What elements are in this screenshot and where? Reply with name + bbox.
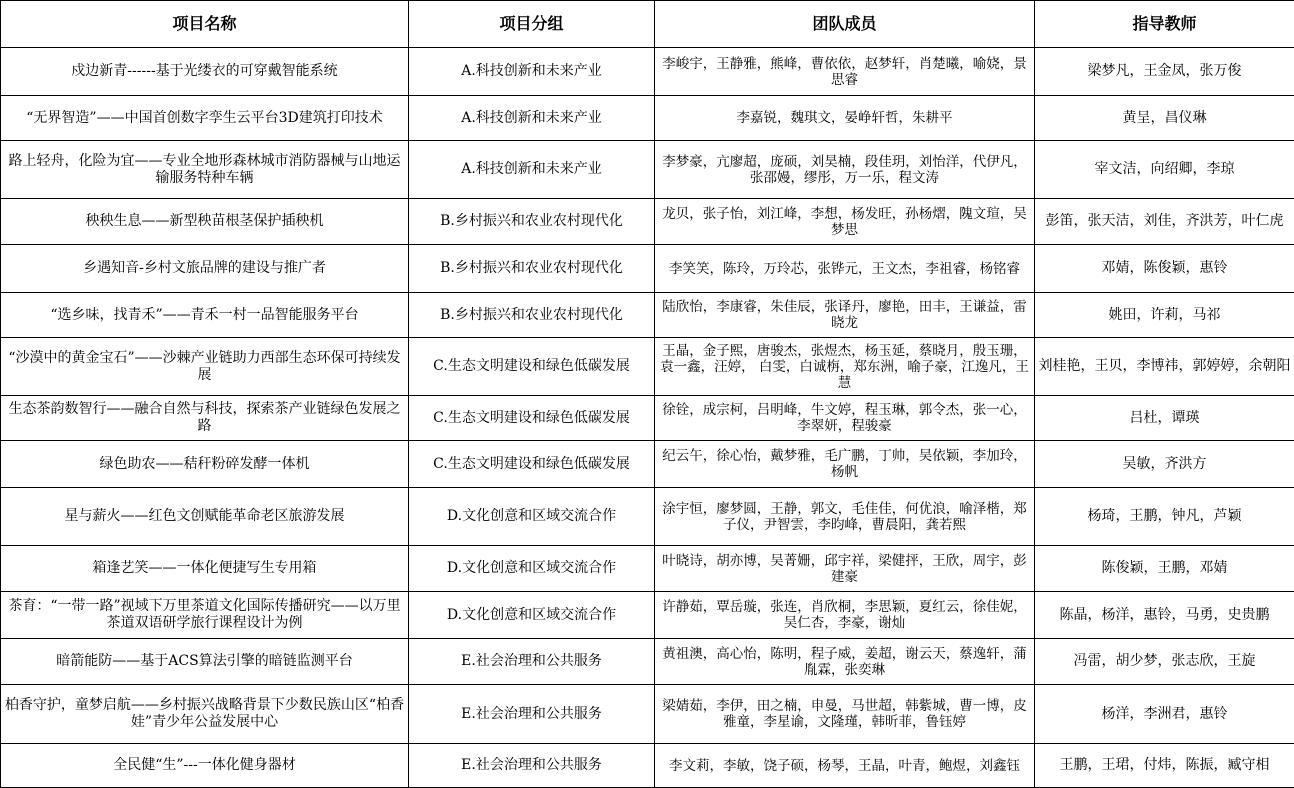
advisors-cell: 吕杜，谭瑛 <box>1035 396 1294 441</box>
project-group-cell: D.文化创意和区域交流合作 <box>409 546 655 592</box>
project-name-cell: 暗箭能防——基于ACS算法引擎的暗链监测平台 <box>1 639 409 685</box>
header-row <box>1 1 1294 48</box>
team-members-cell: 纪云午，徐心怡，戴梦雅，毛广鹏，丁帅，吴依颖，李加玲，杨帆 <box>655 441 1035 488</box>
table-row <box>1 245 1294 293</box>
table-row <box>1 96 1294 141</box>
advisors-cell: 陈俊颖，王鹏，邓婧 <box>1035 546 1294 592</box>
table-row <box>1 396 1294 441</box>
project-group-cell: C.生态文明建设和绿色低碳发展 <box>409 396 655 441</box>
project-group-cell: A.科技创新和未来产业 <box>409 48 655 96</box>
advisors-cell: 黄呈，昌仪琳 <box>1035 96 1294 141</box>
project-name-cell: 柏香守护，童梦启航——乡村振兴战略背景下少数民族山区“柏香娃”青少年公益发展中心 <box>1 685 409 744</box>
team-members-cell: 许静茹，覃岳璇，张连，肖欣桐，李思颖，夏红云，徐佳妮，吴仁杏，李豪，谢灿 <box>655 592 1035 639</box>
table-row <box>1 141 1294 199</box>
project-name-cell: “沙漠中的黄金宝石”——沙棘产业链助力西部生态环保可持续发展 <box>1 338 409 396</box>
project-name-cell: “无界智造”——中国首创数字孪生云平台3D建筑打印技术 <box>1 96 409 141</box>
advisors-cell: 姚田，许莉，马祁 <box>1035 293 1294 338</box>
project-name-cell: 茶育：“一带一路”视域下万里茶道文化国际传播研究——以万里茶道双语研学旅行课程设计为例 <box>1 592 409 639</box>
table-header <box>1 1 1294 48</box>
table-row <box>1 546 1294 592</box>
project-name-cell: 绿色助农——秸秆粉碎发酵一体机 <box>1 441 409 488</box>
project-group-cell: E.社会治理和公共服务 <box>409 744 655 788</box>
table-row <box>1 744 1294 788</box>
table-body <box>1 48 1294 788</box>
team-members-cell: 徐铨，成宗柯，吕明峰，牛文婷，程玉琳，郭令杰，张一心，李翠妍，程骏豪 <box>655 396 1035 441</box>
project-group-cell: A.科技创新和未来产业 <box>409 96 655 141</box>
project-name-cell: 乡遇知音-乡村文旅品牌的建设与推广者 <box>1 245 409 293</box>
table-row <box>1 338 1294 396</box>
project-name-cell: 戍边新青------基于光缕衣的可穿戴智能系统 <box>1 48 409 96</box>
project-name-cell: 星与薪火——红色文创赋能革命老区旅游发展 <box>1 488 409 546</box>
project-group-cell: B.乡村振兴和农业农村现代化 <box>409 199 655 245</box>
table-row <box>1 441 1294 488</box>
project-group-cell: D.文化创意和区域交流合作 <box>409 488 655 546</box>
table-row <box>1 199 1294 245</box>
team-members-cell: 涂宇恒，廖梦圆，王静，郭文，毛佳佳，何优浪，喻泽楷，郑子仪，尹智雲，李昀峰，曹晨阳，龚若熙 <box>655 488 1035 546</box>
project-name-cell: “选乡味，找青禾”——青禾一村一品智能服务平台 <box>1 293 409 338</box>
advisors-cell: 吴敏，齐洪方 <box>1035 441 1294 488</box>
project-group-cell: B.乡村振兴和农业农村现代化 <box>409 293 655 338</box>
team-members-cell: 王晶，金子熙，唐骏杰，张煜杰，杨玉延，蔡晓月，殷玉珊，袁一鑫，汪婷， 白雯，白诚栴，郑东洲，喻子豪，江逸凡，王慧 <box>655 338 1035 396</box>
table-row <box>1 592 1294 639</box>
team-members-cell: 陆欣怡，李康睿，朱佳辰，张译丹，廖艳，田丰，王谦益，雷晓龙 <box>655 293 1035 338</box>
team-members-cell: 梁婧茹，李伊，田之楠，申曼，马世超，韩紫城，曹一博，皮雅童，李星谕，文隆瑾，韩昕菲，鲁钰婷 <box>655 685 1035 744</box>
project-group-cell: D.文化创意和区域交流合作 <box>409 592 655 639</box>
project-name-cell: 箱逢艺笑——一体化便捷写生专用箱 <box>1 546 409 592</box>
header-project-group: 项目分组 <box>409 1 655 48</box>
advisors-cell: 杨琦，王鹏，钟凡，芦颖 <box>1035 488 1294 546</box>
advisors-cell: 冯雷，胡少梦，张志欣，王旋 <box>1035 639 1294 685</box>
team-members-cell: 李文莉，李敏，饶子硕，杨琴，王晶，叶青，鲍煜，刘鑫钰 <box>655 744 1035 788</box>
team-members-cell: 叶晓诗，胡亦博，吴菁姗，邱宇祥，梁健抨，王欣，周宇，彭建豪 <box>655 546 1035 592</box>
table-row <box>1 639 1294 685</box>
project-name-cell: 全民健“生”---一体化健身器材 <box>1 744 409 788</box>
advisors-cell: 杨洋，李洲君，惠铃 <box>1035 685 1294 744</box>
project-group-cell: C.生态文明建设和绿色低碳发展 <box>409 441 655 488</box>
header-team-members: 团队成员 <box>655 1 1035 48</box>
table-row <box>1 488 1294 546</box>
project-group-cell: E.社会治理和公共服务 <box>409 639 655 685</box>
header-advisors: 指导教师 <box>1035 1 1294 48</box>
table-row <box>1 685 1294 744</box>
team-members-cell: 李嘉锐，魏琪文，晏峥轩哲，朱耕平 <box>655 96 1035 141</box>
team-members-cell: 黄祖澳，高心怡，陈明，程子威，姜超，谢云天，蔡逸轩，蒲胤霖，张奕琳 <box>655 639 1035 685</box>
table-row <box>1 293 1294 338</box>
team-members-cell: 李笑笑，陈玲，万玲芯，张铧元，王文杰，李祖睿，杨铭睿 <box>655 245 1035 293</box>
table-row <box>1 48 1294 96</box>
advisors-cell: 陈晶，杨洋，惠铃，马勇，史贵鹏 <box>1035 592 1294 639</box>
advisors-cell: 梁梦凡，王金凤，张万俊 <box>1035 48 1294 96</box>
team-members-cell: 李峻宇，王静雅，熊峰，曹依依，赵梦轩，肖楚曦，喻娆，景思睿 <box>655 48 1035 96</box>
advisors-cell: 宰文洁，向绍卿，李琼 <box>1035 141 1294 199</box>
advisors-cell: 彭笛，张天洁，刘佳，齐洪芳，叶仁虎 <box>1035 199 1294 245</box>
project-name-cell: 路上轻舟，化险为宜——专业全地形森林城市消防器械与山地运输服务特种车辆 <box>1 141 409 199</box>
advisors-cell: 王鹏，王珺，付炜，陈振，臧守相 <box>1035 744 1294 788</box>
project-group-cell: B.乡村振兴和农业农村现代化 <box>409 245 655 293</box>
project-group-cell: E.社会治理和公共服务 <box>409 685 655 744</box>
team-members-cell: 李梦豪，亢廖超，庞硕，刘昊楠，段佳玥，刘怡洋，代伊凡，张邵嫚，缪彤，万一乐，程文涛 <box>655 141 1035 199</box>
header-project-name: 项目名称 <box>1 1 409 48</box>
project-group-cell: A.科技创新和未来产业 <box>409 141 655 199</box>
team-members-cell: 龙贝，张子怡，刘江峰，李想，杨发旺，孙杨熠，隗文瑄，吴梦思 <box>655 199 1035 245</box>
project-group-cell: C.生态文明建设和绿色低碳发展 <box>409 338 655 396</box>
project-name-cell: 生态茶韵数智行——融合自然与科技，探索茶产业链绿色发展之路 <box>1 396 409 441</box>
project-name-cell: 秧秧生息——新型秧苗根茎保护插秧机 <box>1 199 409 245</box>
advisors-cell: 邓婧，陈俊颖，惠铃 <box>1035 245 1294 293</box>
advisors-cell: 刘桂艳，王贝，李博祎，郭婷婷，余朝阳 <box>1035 338 1294 396</box>
